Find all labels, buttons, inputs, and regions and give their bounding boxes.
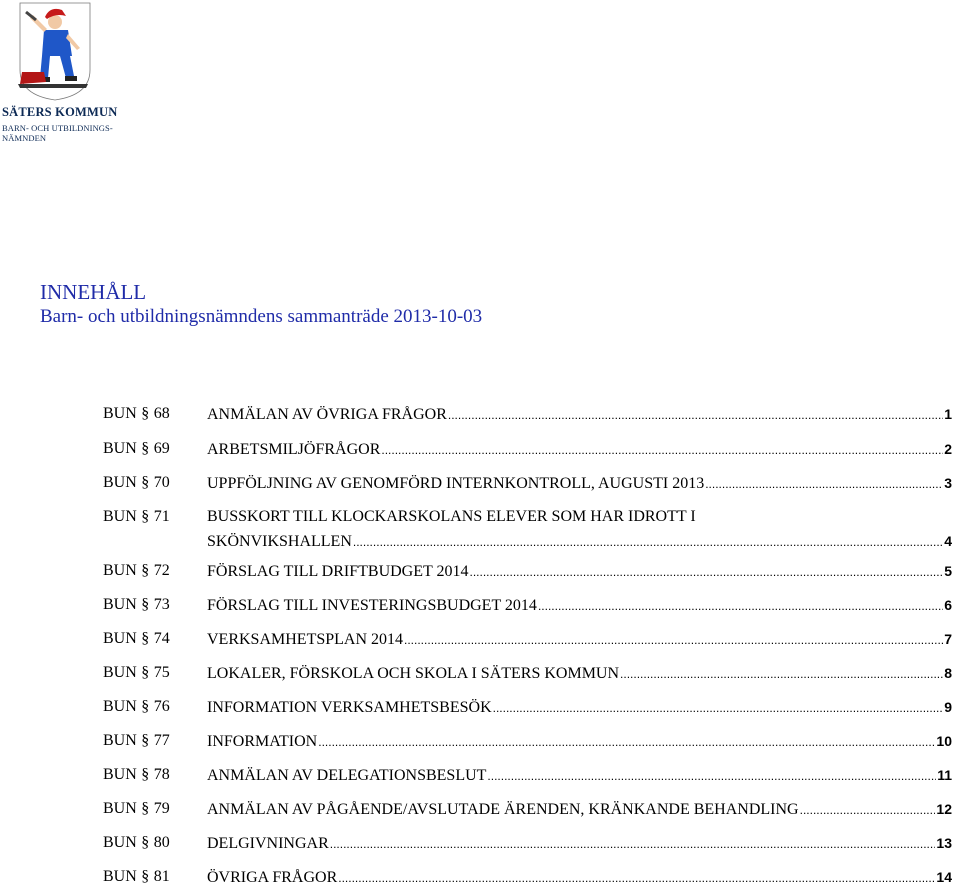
toc-page-number: 10 xyxy=(936,733,952,749)
toc-case-code xyxy=(103,402,170,426)
toc-page-number: 8 xyxy=(944,665,952,681)
toc-entry[interactable] xyxy=(207,627,952,652)
toc-case-code xyxy=(103,559,170,583)
toc-title-line1: BUSSKORT TILL KLOCKARSKOLANS ELEVER SOM HAR IDROTT I xyxy=(207,508,696,525)
toc-case-code xyxy=(103,661,170,685)
organization-name: SÄTERS KOMMUN xyxy=(2,105,118,119)
section-sign: § xyxy=(141,732,150,749)
toc-case-code xyxy=(103,763,170,787)
case-number: 74 xyxy=(153,630,170,647)
toc-page-number: 1 xyxy=(944,406,952,422)
section-sign: § xyxy=(141,562,150,579)
case-prefix: BUN xyxy=(103,630,137,647)
case-prefix: BUN xyxy=(103,474,137,491)
section-sign: § xyxy=(141,766,150,783)
toc-title-line2: SKÖNVIKSHALLEN xyxy=(207,533,352,550)
toc-case-code xyxy=(103,627,170,651)
case-number: 69 xyxy=(153,440,170,457)
toc-title: FÖRSLAG TILL INVESTERINGSBUDGET 2014 xyxy=(207,597,537,614)
case-number: 71 xyxy=(153,508,170,525)
toc-row[interactable] xyxy=(0,763,960,787)
toc-page-number: 11 xyxy=(937,767,952,783)
toc-page-number: 7 xyxy=(944,631,952,647)
toc-case-code xyxy=(103,831,170,855)
toc-row[interactable] xyxy=(0,695,960,719)
toc-title: ÖVRIGA FRÅGOR xyxy=(207,869,338,886)
toc-row[interactable] xyxy=(0,559,960,583)
toc-case-code xyxy=(103,797,170,821)
toc-leader-dots xyxy=(448,403,943,427)
toc-row[interactable] xyxy=(0,797,960,821)
toc-entry[interactable] xyxy=(207,729,952,754)
section-sign: § xyxy=(141,474,150,491)
toc-row[interactable] xyxy=(0,729,960,753)
case-number: 79 xyxy=(153,800,170,817)
toc-leader-dots xyxy=(404,628,943,652)
toc-entry[interactable] xyxy=(207,865,952,890)
toc-leader-dots xyxy=(705,472,943,496)
toc-entry[interactable] xyxy=(207,402,952,427)
toc-row[interactable] xyxy=(0,437,960,461)
case-prefix: BUN xyxy=(103,698,137,715)
toc-entry[interactable] xyxy=(207,763,952,788)
case-number: 72 xyxy=(153,562,170,579)
toc-case-code xyxy=(103,505,170,529)
case-prefix: BUN xyxy=(103,508,137,525)
toc-case-code xyxy=(103,471,170,495)
toc-entry[interactable] xyxy=(207,471,952,496)
toc-title: INFORMATION xyxy=(207,733,318,750)
case-prefix: BUN xyxy=(103,440,137,457)
case-prefix: BUN xyxy=(103,562,137,579)
toc-page-number: 14 xyxy=(936,869,952,885)
page-title: INNEHÅLL xyxy=(40,280,147,304)
toc-case-code xyxy=(103,437,170,461)
toc-row[interactable] xyxy=(0,402,960,426)
toc-row[interactable] xyxy=(0,661,960,685)
toc-leader-dots xyxy=(330,832,936,856)
toc-row[interactable] xyxy=(0,505,960,550)
case-number: 70 xyxy=(153,474,170,491)
toc-leader-dots xyxy=(538,594,943,618)
case-number: 73 xyxy=(153,596,170,613)
toc-title: FÖRSLAG TILL DRIFTBUDGET 2014 xyxy=(207,563,469,580)
case-number: 77 xyxy=(153,732,170,749)
case-prefix: BUN xyxy=(103,732,137,749)
section-sign: § xyxy=(141,698,150,715)
toc-leader-dots xyxy=(470,560,944,584)
toc-title: ANMÄLAN AV PÅGÅENDE/AVSLUTADE ÄRENDEN, KRÄNKANDE BEHANDLING xyxy=(207,801,799,818)
toc-leader-dots xyxy=(338,866,935,890)
toc-row[interactable] xyxy=(0,593,960,617)
case-number: 80 xyxy=(153,834,170,851)
section-sign: § xyxy=(141,405,150,422)
section-sign: § xyxy=(141,664,150,681)
toc-case-code xyxy=(103,593,170,617)
department-name: BARN- OCH UTBILDNINGS-NÄMNDEN xyxy=(2,123,113,143)
case-prefix: BUN xyxy=(103,766,137,783)
section-sign: § xyxy=(141,508,150,525)
case-prefix: BUN xyxy=(103,405,137,422)
toc-page-number: 3 xyxy=(944,475,952,491)
section-sign: § xyxy=(141,596,150,613)
toc-case-code xyxy=(103,729,170,753)
toc-page-number: 12 xyxy=(936,801,952,817)
toc-leader-dots xyxy=(318,730,935,754)
toc-title: ARBETSMILJÖFRÅGOR xyxy=(207,441,381,458)
section-sign: § xyxy=(141,800,150,817)
toc-title: UPPFÖLJNING AV GENOMFÖRD INTERNKONTROLL, AUGUSTI 2013 xyxy=(207,475,705,492)
toc-title: INFORMATION VERKSAMHETSBESÖK xyxy=(207,699,492,716)
toc-leader-dots xyxy=(620,662,943,686)
toc-title: DELGIVNINGAR xyxy=(207,835,329,852)
case-number: 78 xyxy=(153,766,170,783)
toc-leader-dots xyxy=(493,696,944,720)
toc-page-number: 9 xyxy=(944,699,952,715)
toc-title: ANMÄLAN AV DELEGATIONSBESLUT xyxy=(207,767,487,784)
section-sign: § xyxy=(141,868,150,885)
toc-case-code xyxy=(103,695,170,719)
toc-page-number: 4 xyxy=(944,533,952,549)
toc-leader-dots xyxy=(381,438,943,462)
case-prefix: BUN xyxy=(103,664,137,681)
toc-entry[interactable] xyxy=(207,559,952,584)
toc-title: ANMÄLAN AV ÖVRIGA FRÅGOR xyxy=(207,406,447,423)
toc-entry[interactable] xyxy=(207,831,952,856)
toc-entry[interactable] xyxy=(207,797,952,822)
case-number: 68 xyxy=(153,405,170,422)
case-number: 75 xyxy=(153,664,170,681)
toc-entry[interactable] xyxy=(207,661,952,686)
toc-title: LOKALER, FÖRSKOLA OCH SKOLA I SÄTERS KOMMUN xyxy=(207,665,620,682)
toc-row[interactable] xyxy=(0,627,960,651)
page-subtitle: Barn- och utbildningsnämndens sammanträde 2013-10-03 xyxy=(40,306,483,327)
toc-row[interactable] xyxy=(0,471,960,495)
toc-row[interactable] xyxy=(0,831,960,855)
case-prefix: BUN xyxy=(103,596,137,613)
toc-leader-dots xyxy=(800,798,936,822)
toc-entry[interactable] xyxy=(207,505,952,554)
case-prefix: BUN xyxy=(103,800,137,817)
toc-leader-dots xyxy=(487,764,936,788)
case-number: 81 xyxy=(153,868,170,885)
toc-leader-dots xyxy=(353,530,943,554)
toc-title: VERKSAMHETSPLAN 2014 xyxy=(207,631,404,648)
toc-row[interactable] xyxy=(0,865,960,889)
case-prefix: BUN xyxy=(103,834,137,851)
toc-page-number: 13 xyxy=(936,835,952,851)
toc-case-code xyxy=(103,865,170,889)
toc-title-line2-row xyxy=(207,529,952,554)
section-sign: § xyxy=(141,630,150,647)
toc-entry[interactable] xyxy=(207,437,952,462)
section-sign: § xyxy=(141,440,150,457)
case-prefix: BUN xyxy=(103,868,137,885)
toc-page-number: 6 xyxy=(944,597,952,613)
toc-page-number: 2 xyxy=(944,441,952,457)
case-number: 76 xyxy=(153,698,170,715)
toc-entry[interactable] xyxy=(207,695,952,720)
toc-page-number: 5 xyxy=(944,563,952,579)
section-sign: § xyxy=(141,834,150,851)
toc-entry[interactable] xyxy=(207,593,952,618)
